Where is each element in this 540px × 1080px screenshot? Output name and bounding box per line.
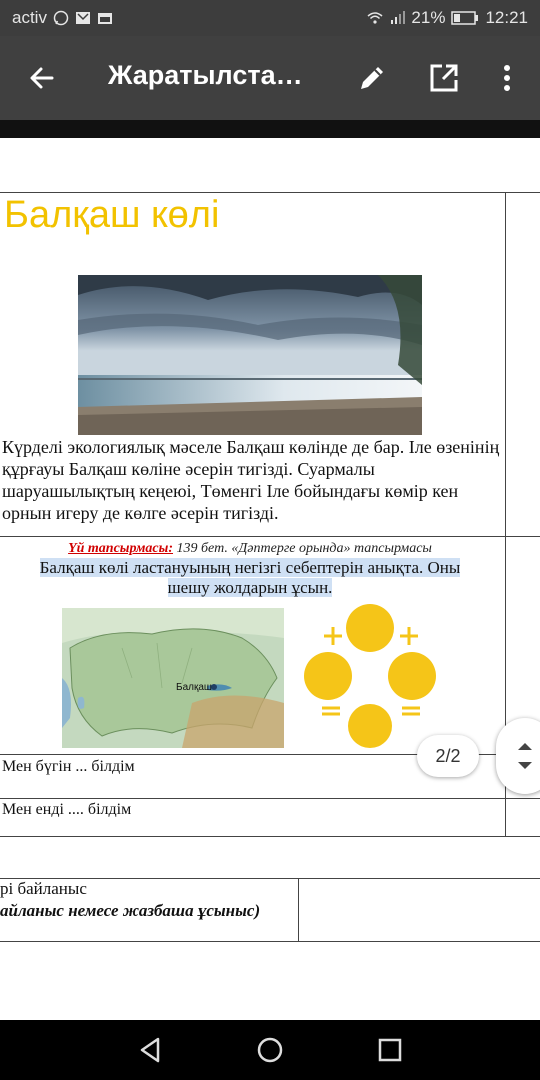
page-gap [0,120,540,138]
scroll-handle[interactable] [496,718,540,794]
table-border [0,536,540,537]
nav-back-icon[interactable] [136,1036,164,1064]
clock: 12:21 [485,8,528,27]
mail-icon [75,10,91,26]
homework-line [0,541,500,557]
scroll-up-down-icon [510,736,540,776]
carrier-label: activ [12,8,47,27]
table-border [0,941,540,942]
homework-text: 139 бет. «Дәптерге орында» тапсырмасы [176,541,432,556]
feedback-title: рі байланыс [0,879,87,898]
more-vert-icon[interactable] [489,60,525,96]
signal-icon [389,10,405,26]
plus-sign-left [324,627,342,645]
kazakhstan-map [62,608,284,748]
document-page[interactable] [0,138,540,1020]
map-label: Балқаш [176,682,212,693]
status-bar [0,0,540,36]
page-indicator: 2/2 [417,735,479,777]
problem-solution-diagram [300,604,440,750]
back-arrow-icon[interactable] [24,60,60,96]
edit-pencil-icon[interactable] [354,60,390,96]
circle-right [388,652,436,700]
lake-photo [78,275,422,435]
document-title: Жаратылста… [108,60,303,90]
lesson-heading: Балқаш көлі [4,194,220,236]
table-border [0,798,540,799]
nav-home-icon[interactable] [256,1036,284,1064]
battery-icon [451,10,479,26]
wifi-icon [367,10,383,26]
table-border [298,878,299,941]
app-bar [0,36,540,120]
lesson-paragraph: Күрделі экологиялық мәселе Балқаш көлінде де бар. Іле өзенінің құрғауы Балқаш көліне әсерін тигізді. Суармалы шаруашылықтың кеңеюі, Төменгі Іле бойындағы көмір кен орнын игеру де көлге әсерін тигізді. [2,437,500,523]
battery-percent: 21% [411,8,446,27]
calendar-icon [97,10,113,26]
circle-top [346,604,394,652]
circle-left [304,652,352,700]
homework-task [0,558,500,598]
table-border [0,192,540,193]
task-line-2: шешу жолдарын ұсын. [167,578,333,597]
open-external-icon[interactable] [426,60,462,96]
whatsapp-icon [53,10,69,26]
reflection-row-2: Мен енді .... білдім [2,801,132,818]
equals-sign-left [322,708,340,714]
nav-recents-icon[interactable] [376,1036,404,1064]
equals-sign-right [402,708,420,714]
homework-label: Үй тапсырмасы: [68,541,174,556]
plus-sign-right [400,627,418,645]
circle-bottom [348,704,392,748]
reflection-row-1: Мен бүгін ... білдім [2,758,135,775]
task-line-1: Балқаш көлі ластануының негізгі себептерін анықта. Оны [39,558,461,577]
system-nav-bar [0,1020,540,1080]
feedback-subtitle: айланыс немесе жазбаша ұсыныс) [0,901,261,920]
table-border [0,836,540,837]
